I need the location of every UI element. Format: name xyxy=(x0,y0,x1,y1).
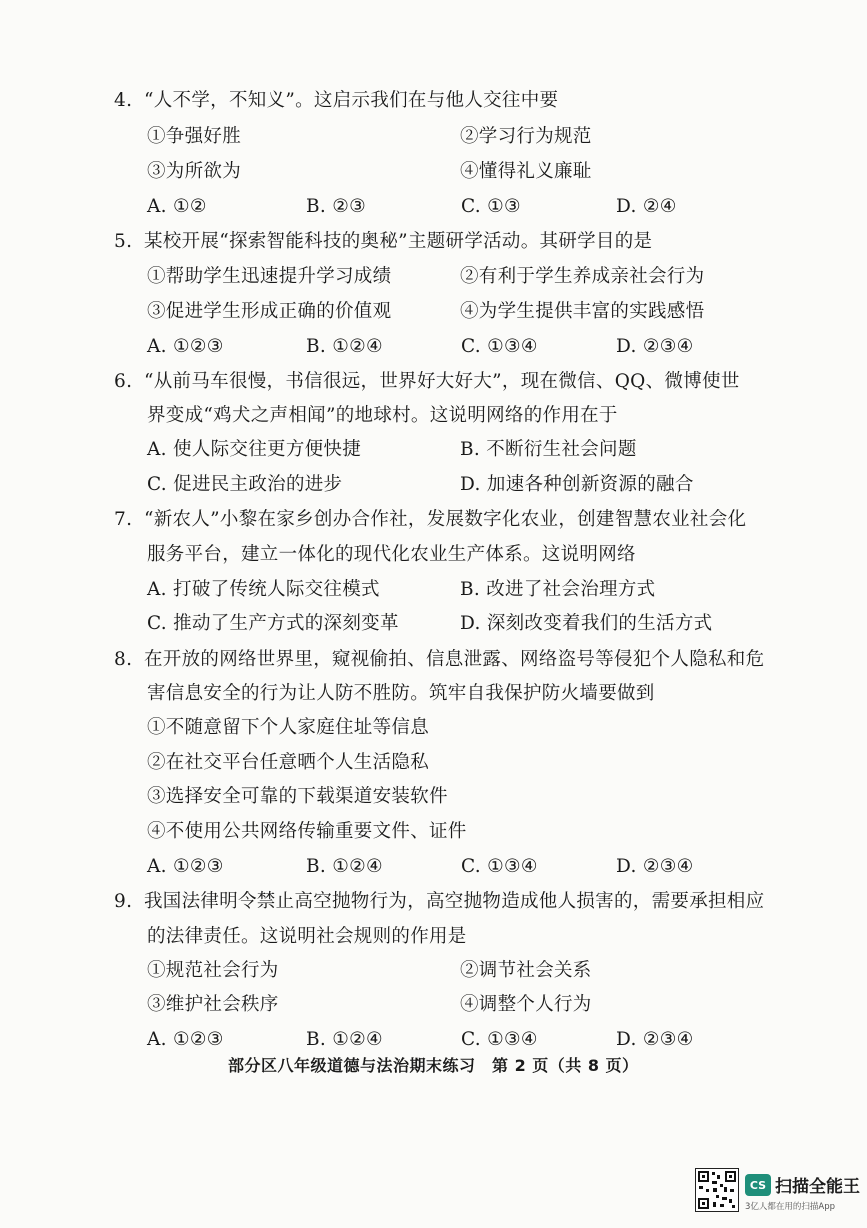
question-5-choice-b: B. ①②④ xyxy=(306,336,383,357)
question-5-choice-c: C. ①③④ xyxy=(461,336,538,357)
question-8-stem-cont: 害信息安全的行为让人防不胜防。筑牢自我保护防火墙要做到 xyxy=(147,683,655,704)
question-9-choice-a: A. ①②③ xyxy=(147,1029,224,1050)
question-6-choice-a: A. 使人际交往更方便快捷 xyxy=(147,439,362,460)
question-6-choice-b: B. 不断衍生社会问题 xyxy=(460,439,637,460)
question-5-option-4: ④为学生提供丰富的实践感悟 xyxy=(460,301,705,322)
question-5-option-3: ③促进学生形成正确的价值观 xyxy=(147,301,392,322)
question-7-stem-cont: 服务平台，建立一体化的现代化农业生产体系。这说明网络 xyxy=(147,544,636,565)
question-7-choice-c: C. 推动了生产方式的深刻变革 xyxy=(147,613,399,634)
question-4-option-1: ①争强好胜 xyxy=(147,126,242,147)
question-9-choice-d: D. ②③④ xyxy=(616,1029,694,1050)
camscanner-logo-icon: CS xyxy=(745,1174,771,1196)
question-5-option-2: ②有利于学生养成亲社会行为 xyxy=(460,266,705,287)
scanner-title: 扫描全能王 xyxy=(775,1177,860,1197)
question-9-option-1: ①规范社会行为 xyxy=(147,960,279,981)
question-7-stem: 7. “新农人”小黎在家乡创办合作社，发展数字化农业，创建智慧农业社会化 xyxy=(114,509,747,530)
scanner-watermark xyxy=(695,1168,860,1216)
question-7-choice-d: D. 深刻改变着我们的生活方式 xyxy=(460,613,713,634)
qr-code-icon xyxy=(695,1168,739,1212)
question-8-choice-d: D. ②③④ xyxy=(616,856,694,877)
question-8-choice-b: B. ①②④ xyxy=(306,856,383,877)
question-4-option-2: ②学习行为规范 xyxy=(460,126,592,147)
question-9-option-2: ②调节社会关系 xyxy=(460,960,592,981)
question-8-choice-c: C. ①③④ xyxy=(461,856,538,877)
question-4-stem: 4. “人不学，不知义”。这启示我们在与他人交往中要 xyxy=(114,90,559,111)
question-8-option-3: ③选择安全可靠的下载渠道安装软件 xyxy=(147,786,448,807)
question-7-choice-a: A. 打破了传统人际交往模式 xyxy=(147,579,380,600)
question-9-option-4: ④调整个人行为 xyxy=(460,994,592,1015)
scanner-subtitle: 3亿人都在用的扫描App xyxy=(745,1202,836,1212)
question-8-option-4: ④不使用公共网络传输重要文件、证件 xyxy=(147,821,467,842)
question-9-choice-c: C. ①③④ xyxy=(461,1029,538,1050)
question-8-stem: 8. 在开放的网络世界里，窥视偷拍、信息泄露、网络盗号等侵犯个人隐私和危 xyxy=(114,649,765,670)
page-footer: 部分区八年级道德与法治期末练习 第 2 页（共 8 页） xyxy=(228,1056,639,1075)
question-9-choice-b: B. ①②④ xyxy=(306,1029,383,1050)
question-4-choice-c: C. ①③ xyxy=(461,196,521,217)
question-4-option-3: ③为所欲为 xyxy=(147,161,242,182)
question-6-choice-d: D. 加速各种创新资源的融合 xyxy=(460,474,694,495)
question-8-choice-a: A. ①②③ xyxy=(147,856,224,877)
question-6-stem-cont: 界变成“鸡犬之声相闻”的地球村。这说明网络的作用在于 xyxy=(147,405,618,426)
question-9-stem: 9. 我国法律明令禁止高空抛物行为，高空抛物造成他人损害的，需要承担相应 xyxy=(114,891,765,912)
question-5-choice-a: A. ①②③ xyxy=(147,336,224,357)
question-4-choice-d: D. ②④ xyxy=(616,196,677,217)
question-4-option-4: ④懂得礼义廉耻 xyxy=(460,161,592,182)
question-9-option-3: ③维护社会秩序 xyxy=(147,994,279,1015)
question-7-choice-b: B. 改进了社会治理方式 xyxy=(460,579,656,600)
question-5-option-1: ①帮助学生迅速提升学习成绩 xyxy=(147,266,392,287)
question-6-stem: 6. “从前马车很慢，书信很远，世界好大好大”，现在微信、QQ、微博使世 xyxy=(114,371,740,392)
question-8-option-2: ②在社交平台任意晒个人生活隐私 xyxy=(147,752,430,773)
question-4-choice-b: B. ②③ xyxy=(306,196,367,217)
question-5-choice-d: D. ②③④ xyxy=(616,336,694,357)
question-5-stem: 5. 某校开展“探索智能科技的奥秘”主题研学活动。其研学目的是 xyxy=(114,231,653,252)
question-4-choice-a: A. ①② xyxy=(147,196,207,217)
question-6-choice-c: C. 促进民主政治的进步 xyxy=(147,474,343,495)
question-9-stem-cont: 的法律责任。这说明社会规则的作用是 xyxy=(147,926,467,947)
question-8-option-1: ①不随意留下个人家庭住址等信息 xyxy=(147,717,430,738)
